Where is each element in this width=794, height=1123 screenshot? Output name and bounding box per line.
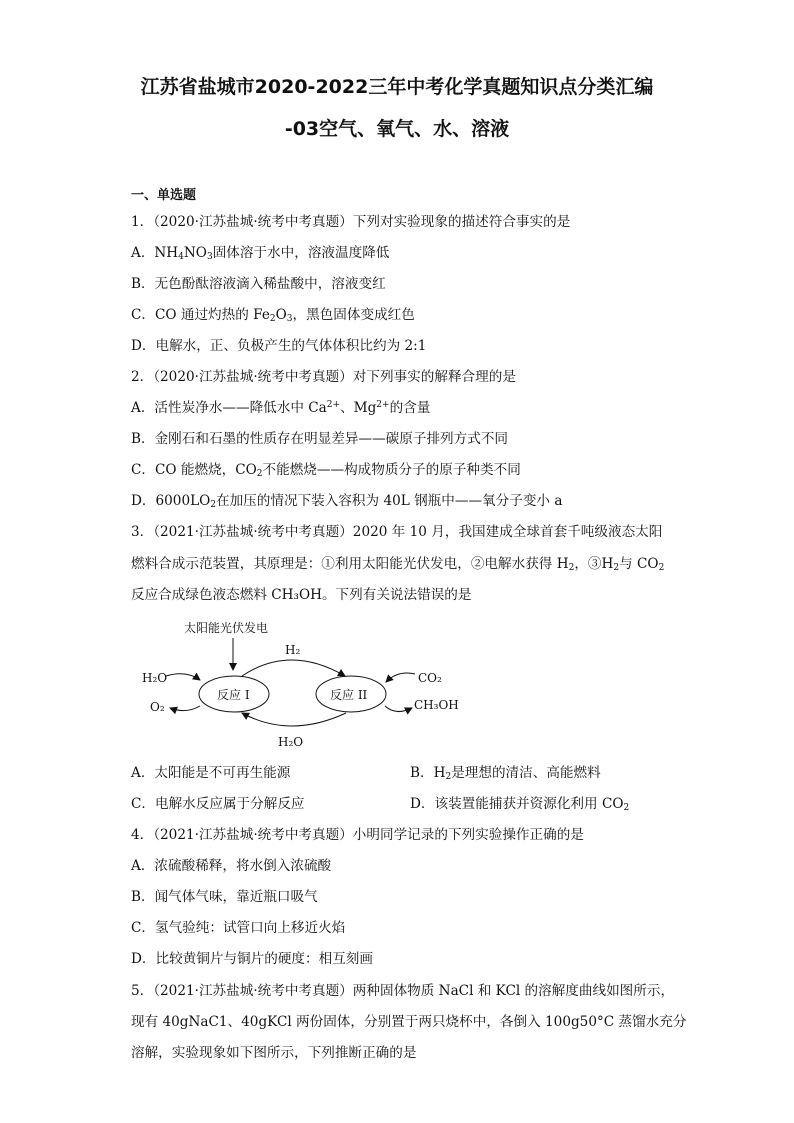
diagram-h2o-in-label: H₂O (142, 671, 168, 685)
diagram-reactor-1-label: 反应 I (217, 688, 250, 702)
q4-option-b: B．闻气体气味，靠近瓶口吸气 (131, 889, 318, 905)
q1-option-d: D．电解水，正、负极产生的气体体积比约为 2:1 (131, 338, 427, 354)
q1-option-a: A．$NH_4NO_3$固体溶于水中，溶液温度降低 (131, 245, 390, 262)
q2-option-c: C．CO 能燃烧，$CO_2$不能燃烧——构成物质分子的原子种类不同 (131, 462, 521, 479)
diagram-h2o-return-arrow (242, 713, 346, 726)
diagram-ch3oh-out-arrow (385, 706, 412, 712)
q5-stem-line3: 溶解，实验现象如下图所示，下列推断正确的是 (131, 1045, 417, 1061)
q4-option-c: C．氢气验纯：试管口向上移近火焰 (131, 920, 346, 936)
diagram-h2o-return-label: H₂O (278, 735, 304, 749)
q4-option-d: D．比较黄铜片与铜片的硬度：相互刻画 (131, 951, 373, 967)
diagram-h2-arrow (242, 660, 345, 676)
q5-stem-line1: 5．（2021·江苏盐城·统考中考真题）两种固体物质 NaCl 和 KCl 的溶解度曲线如图所示， (131, 983, 675, 999)
q3-reaction-diagram (130, 614, 470, 754)
q2-option-d: D．$6000LO_2$在加压的情况下装入容积为 40L 钢瓶中——氧分子变小 a (131, 493, 563, 510)
q3-stem-line3: 反应合成绿色液态燃料 CH₃OH。下列有关说法错误的是 (131, 587, 472, 603)
q4-stem: 4．（2021·江苏盐城·统考中考真题）小明同学记录的下列实验操作正确的是 (131, 827, 584, 843)
diagram-o2-out-label: O₂ (150, 700, 165, 714)
q1-option-c: C．CO 通过灼热的 $Fe_2O_3$，黑色固体变成红色 (131, 307, 415, 324)
q1-stem: 1．（2020·江苏盐城·统考中考真题）下列对实验现象的描述符合事实的是 (131, 214, 571, 230)
diagram-co2-in-arrow (386, 673, 415, 682)
q3-stem-line2: 燃料合成示范装置，其原理是：①利用太阳能光伏发电，②电解水获得 $H_2$，$③H_2$与 $CO_2$ (131, 556, 665, 573)
doc-title-line2: -03空气、氧气、水、溶液 (284, 118, 510, 140)
diagram-solar-label: 太阳能光伏发电 (184, 621, 269, 635)
q5-stem-line2: 现有 40gNaC1、40gKCl 两份固体，分别置于两只烧杯中，各倒入 100g50°C 蒸馏水充分 (131, 1014, 687, 1030)
diagram-co2-in-label: CO₂ (418, 671, 442, 685)
diagram-reactor-2-label: 反应 II (330, 688, 368, 702)
q2-option-b: B．金刚石和石墨的性质存在明显差异——碳原子排列方式不同 (131, 431, 509, 447)
q2-stem: 2．（2020·江苏盐城·统考中考真题）对下列事实的解释合理的是 (131, 369, 516, 385)
section-heading: 一、单选题 (131, 188, 197, 203)
q3-option-d: D．该装置能捕获并资源化利用 $CO_2$ (410, 796, 630, 813)
q3-option-c: C．电解水反应属于分解反应 (131, 796, 305, 812)
q3-option-a: A．太阳能是不可再生能源 (131, 765, 291, 781)
diagram-h2-label: H₂ (285, 643, 301, 657)
diagram-h2o-in-arrow (166, 674, 200, 680)
q3-stem-line1: 3．（2021·江苏盐城·统考中考真题）2020 年 10 月，我国建成全球首套千吨级液态太阳 (131, 524, 663, 540)
diagram-ch3oh-out-label: CH₃OH (414, 698, 459, 712)
q2-option-a: A．活性炭净水——降低水中 $Ca^{2+}$、$Mg^{2+}$的含量 (131, 400, 431, 416)
q1-option-b: B．无色酚酞溶液滴入稀盐酸中，溶液变红 (131, 276, 386, 292)
q4-option-a: A．浓硫酸稀释，将水倒入浓硫酸 (131, 858, 332, 874)
diagram-o2-out-arrow (170, 706, 200, 711)
q3-option-b: B．$H_2$是理想的清洁、高能燃料 (410, 765, 601, 782)
doc-title-line1: 江苏省盐城市2020-2022三年中考化学真题知识点分类汇编 (140, 76, 654, 98)
